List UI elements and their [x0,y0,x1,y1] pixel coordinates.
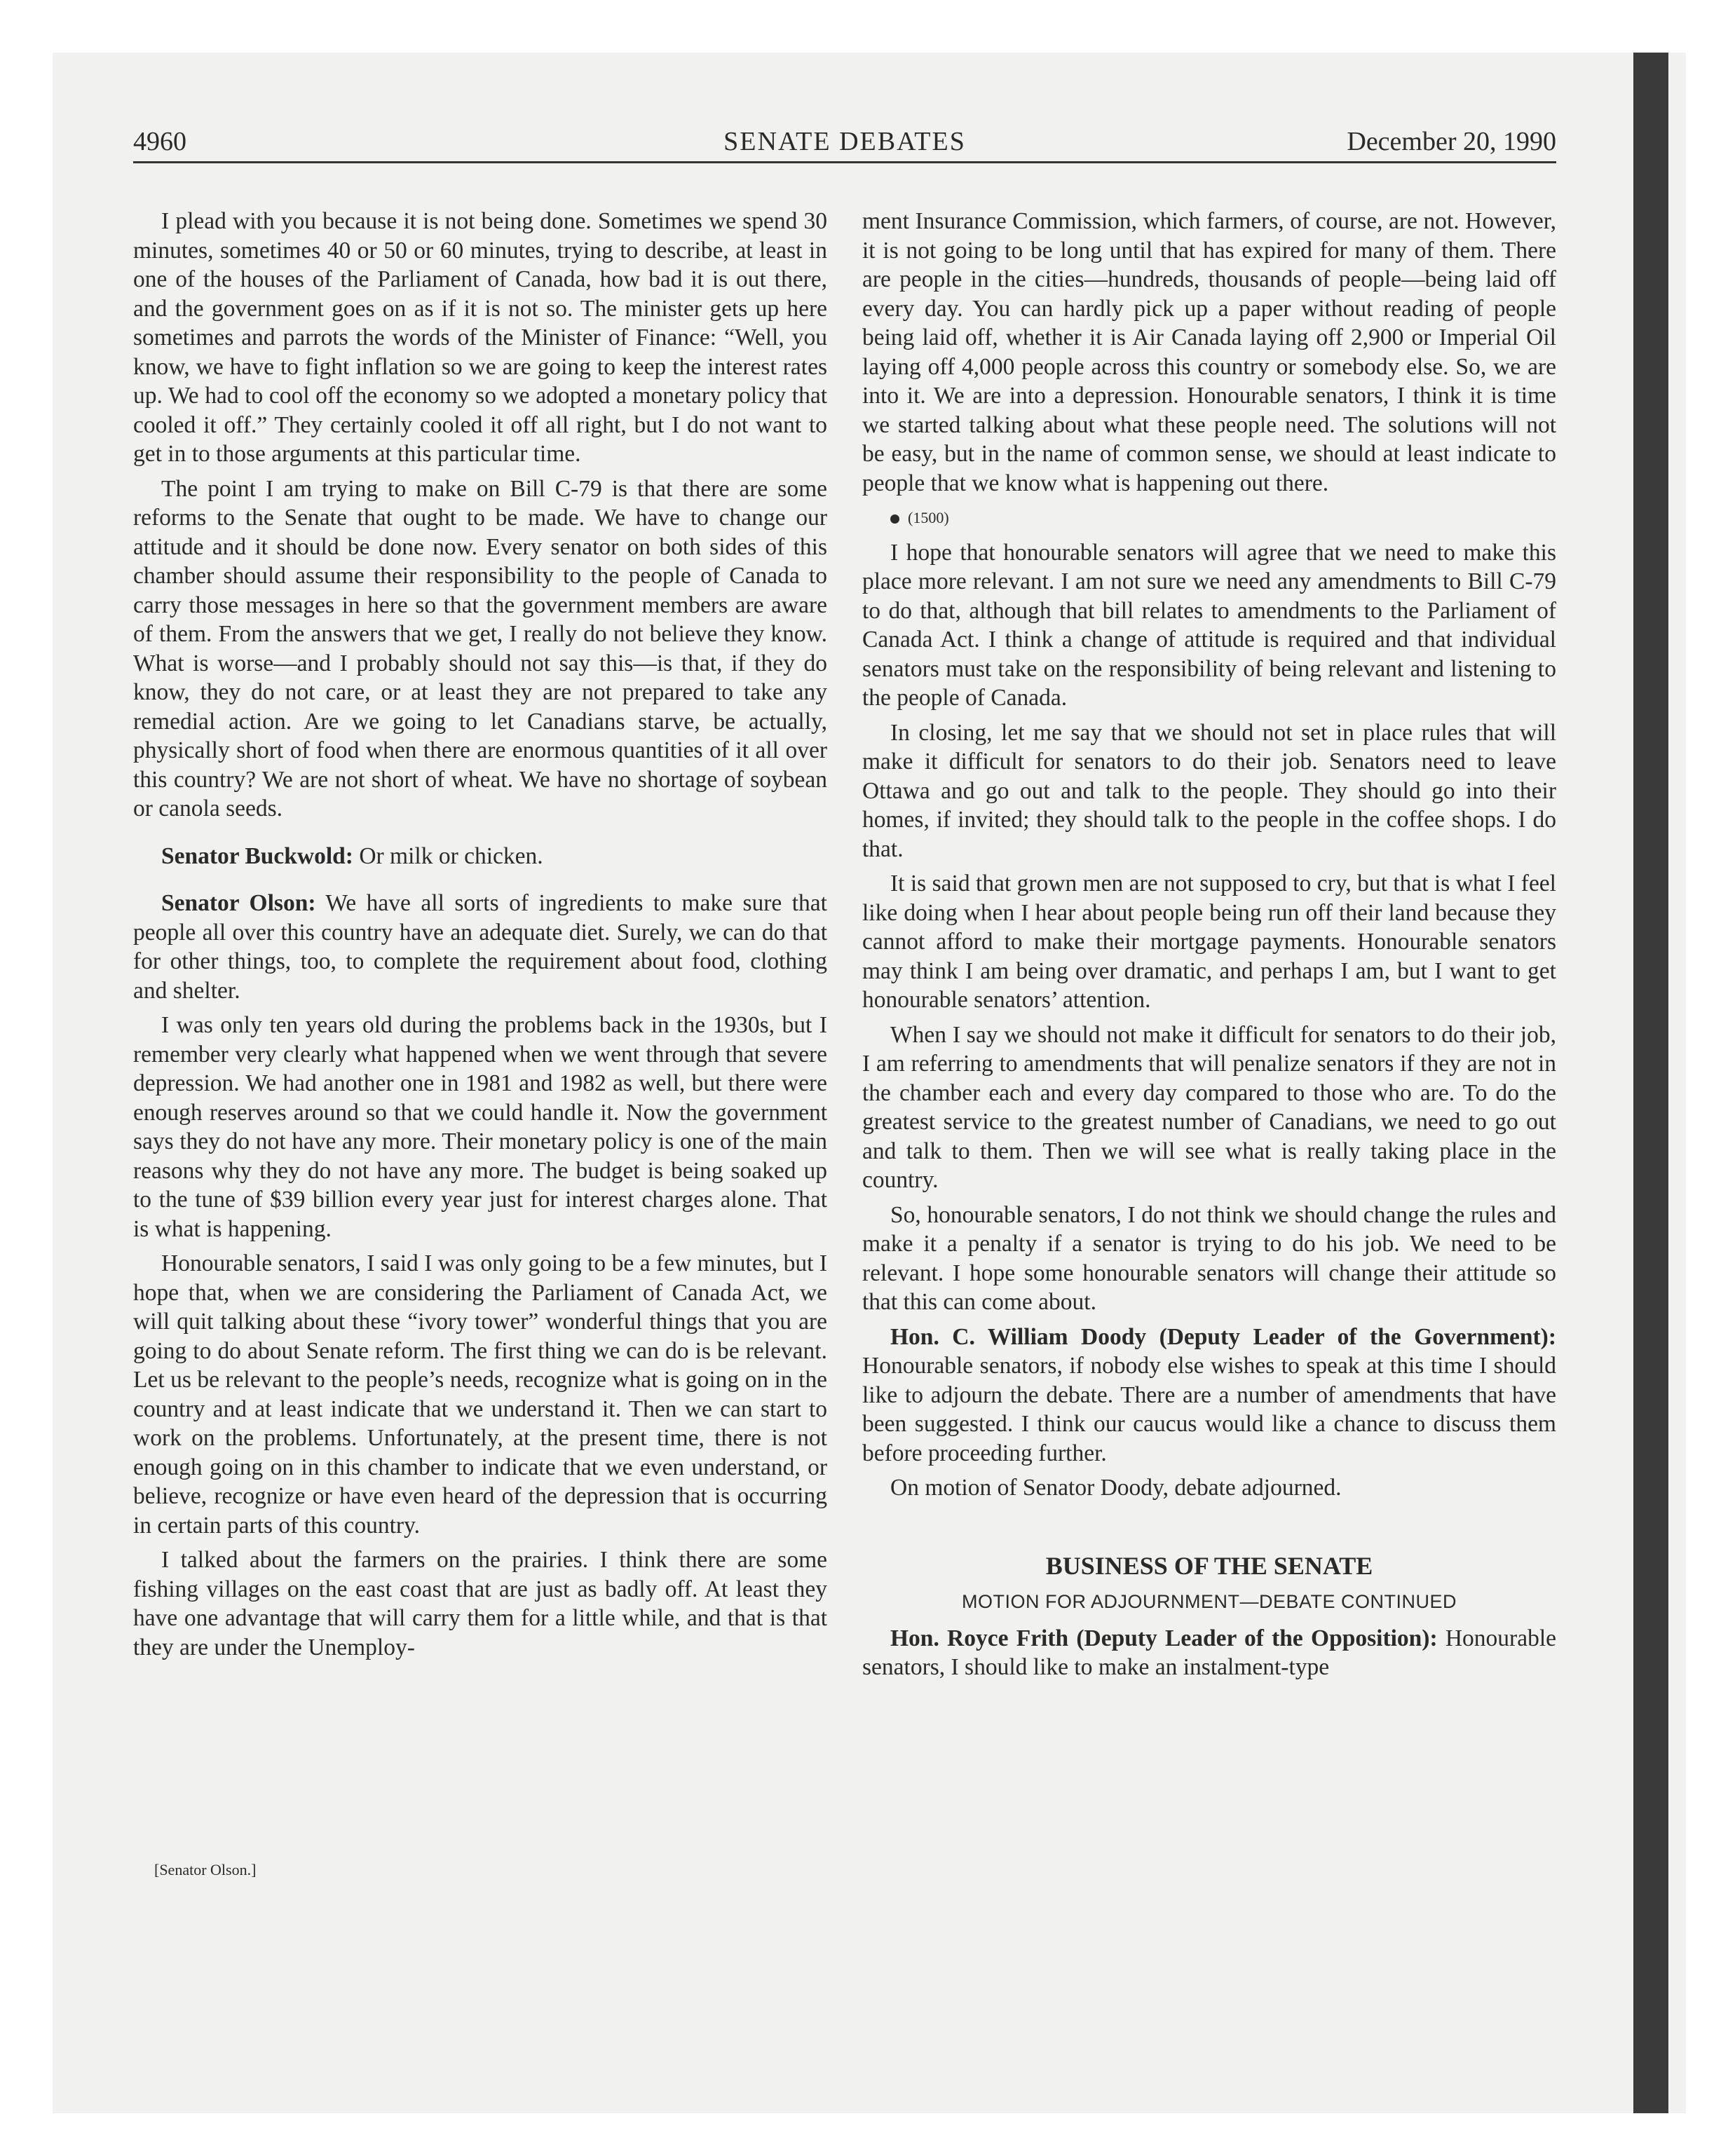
paragraph: Hon. Royce Frith (Deputy Leader of the Opposition): Honourable senators, I should like to make an instalment-type [862,1625,1556,1680]
paragraph: I plead with you because it is not being done. Sometimes we spend 30 minutes, sometimes 40 or 50 or 60 minutes, trying to describe, at least in one of the houses of the Parliament of Canada, how bad it is out there, and the government goes on as if it is not so. The minister gets up here sometimes and parrots the words of the Minister of Finance: “Well, you know, we have to fight inflation so we are going to keep the interest rates up. We had to cool off the economy so we adopted a monetary policy that cooled it off.” They certainly cooled it off all right, but I do not want to get in to those arguments at this particular time. [133,208,827,467]
speaker-name: Hon. Royce Frith (Deputy Leader of the Opposition): [890,1625,1438,1651]
speaker-name: Senator Olson: [161,890,316,916]
paragraph: Senator Buckwold: Or milk or chicken. [161,842,543,869]
speaker-name: Hon. C. William Doody (Deputy Leader of the Government): [890,1323,1556,1350]
paragraph: In closing, let me say that we should not set in place rules that will make it difficult for senators to do their job. Senators need to leave Ottawa and go out and talk to the people. They should go into their homes, if invited; they should talk to the people in the coffee shops. I do that. [862,719,1556,862]
left-column [133,207,827,1667]
right-column [862,207,1556,1688]
paragraph: When I say we should not make it difficult for senators to do their job, I am referring to amendments that will penalize senators if they are not in the chamber each and every day compared to those who are. To do the greatest service to the greatest number of Canadians, we need to go out and talk to them. Then we will see what is really taking place in the country. [862,1021,1556,1193]
section-heading: BUSINESS OF THE SENATE [1045,1551,1373,1580]
header-date: December 20, 1990 [1347,127,1556,156]
bullet-icon [890,514,899,524]
footer-note: [Senator Olson.] [154,1861,257,1878]
scan-edge-bar [1633,53,1668,2113]
paragraph: I was only ten years old during the problems back in the 1930s, but I remember very clearly what happened when we went through that severe depression. We had another one in 1981 and 1982 as well, but there were enough reserves around so that we could handle it. Now the government says they do not have any more. Their monetary policy is one of the main reasons why they do not have any more. The budget is being soaked up to the tune of $39 billion every year just for interest charges alone. That is what is happening. [133,1012,827,1242]
paragraph: Honourable senators, I said I was only going to be a few minutes, but I hope that, when we are considering the Parliament of Canada Act, we will quit talking about these “ivory tower” wonderful things that you are going to do about Senate reform. The first thing we can do is be relevant. Let us be relevant to the people’s needs, recognize what is going on in the country and at least indicate that we understand it. Then we can start to work on the problems. Unfortunately, at the present time, there is not enough going on in this chamber to indicate that we even understand, or believe, recognize or have even heard of the depression that is occurring in certain parts of this country. [133,1250,827,1538]
paragraph: Hon. C. William Doody (Deputy Leader of the Government): Honourable senators, if nobody else wishes to speak at this time I should like to adjourn the debate. There are a number of amendments that have been suggested. I think our caucus would like a chance to discuss them before proceeding further. [862,1323,1556,1466]
section-subheading: MOTION FOR ADJOURNMENT—DEBATE CONTINUED [961,1591,1457,1612]
page-number: 4960 [133,127,186,156]
time-marker: (1500) [862,503,1556,533]
paragraph: It is said that grown men are not supposed to cry, but that is what I feel like doing when I hear about people being run off their land because they cannot afford to make their mortgage payments. Honourable senators may think I am being over dramatic, and perhaps I am, but I want to get honourable senators’ attention. [862,871,1556,1013]
page-header [133,126,1556,163]
running-title: SENATE DEBATES [723,127,966,156]
paragraph: Senator Olson: We have all sorts of ingredients to make sure that people all over this country have an adequate diet. Surely, we can do that for other things, too, to complete the requirement about food, clothing and shelter. [133,890,827,1004]
paragraph: I talked about the farmers on the prairies. I think there are some fishing villages on the east coast that are just as badly off. At least they have one advantage that will carry them for a little while, and that is that they are under the Unemploy- [133,1547,827,1660]
paragraph: On motion of Senator Doody, debate adjourned. [890,1475,1342,1501]
paragraph: So, honourable senators, I do not think we should change the rules and make it a penalty if a senator is trying to do his job. We need to be relevant. I hope some honourable senators will change their attitude so that this can come about. [862,1201,1556,1315]
paragraph: I hope that honourable senators will agree that we need to make this place more relevant. I am not sure we need any amendments to Bill C-79 to do that, although that bill relates to amendments to the Parliament of Canada Act. I think a change of attitude is required and that individual senators must take on the responsibility of being relevant and listening to the people of Canada. [862,539,1556,711]
paragraph: ment Insurance Commission, which farmers, of course, are not. However, it is not going to be long until that has expired for many of them. There are people in the cities—hundreds, thousands of people—being laid off every day. You can hardly pick up a paper without reading of people being laid off, whether it is Air Canada laying off 2,900 or Imperial Oil laying off 4,000 people across this country or somebody else. So, we are into it. We are into a depression. Honourable senators, I think it is time we started talking about what these people need. The solutions will not be easy, but in the name of common sense, we should at least indicate to people that we know what is happening out there. [862,208,1556,496]
speaker-name: Senator Buckwold: [161,842,353,869]
paragraph: The point I am trying to make on Bill C-79 is that there are some reforms to the Senate that ought to be made. We have to change our attitude and it should be done now. Every senator on both sides of this chamber should assume their responsibility to the people of Canada to carry those messages in here so that the government members are aware of them. From the answers that we get, I really do not believe they know. What is worse—and I probably should not say this—is that, if they do know, they do not care, or at least they are not prepared to take any remedial action. Are we going to let Canadians starve, be actually, physically short of food when there are enormous quantities of it all over this country? We are not short of wheat. We have no shortage of soybean or canola seeds. [133,475,827,821]
